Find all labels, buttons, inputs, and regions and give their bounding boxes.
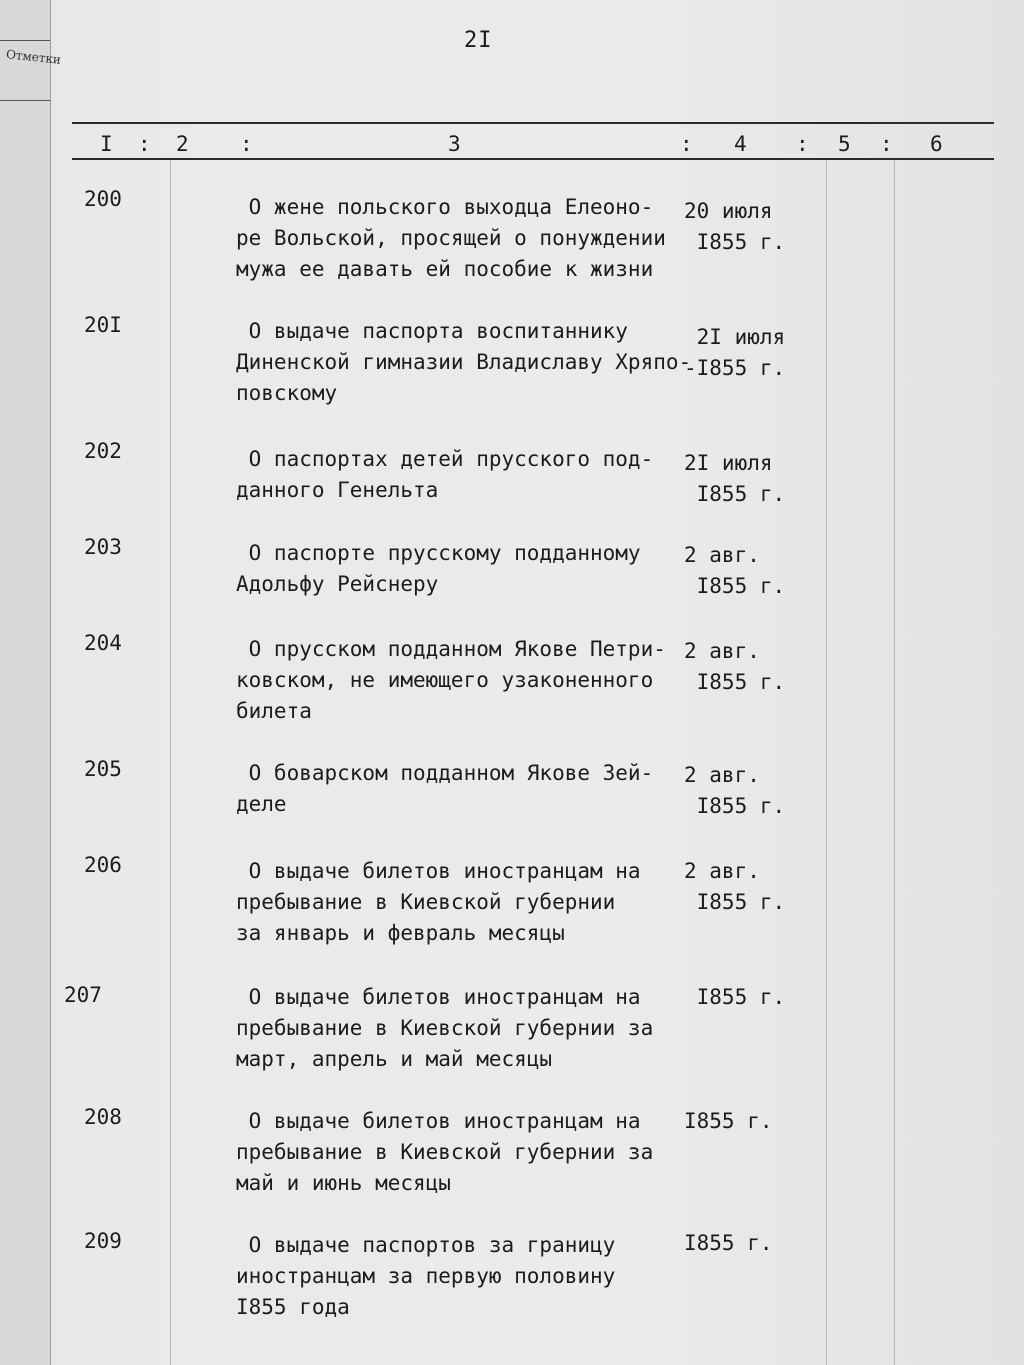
entry-title: О выдаче паспорта воспитаннику Диненской гимназии Владиславу Хряпо- повскому bbox=[236, 319, 692, 405]
entry-number: 204 bbox=[84, 631, 122, 655]
entry-number: 202 bbox=[84, 439, 122, 463]
column-separator: : bbox=[796, 132, 809, 156]
entry-number: 200 bbox=[84, 187, 122, 211]
column-separator: : bbox=[680, 132, 693, 156]
entry-title: О выдаче билетов иностранцам на пребывание в Киевской губернии за январь и февраль месяцы bbox=[236, 859, 641, 945]
entry-date: 2I июля I855 г. bbox=[684, 451, 786, 506]
header-rule-bottom bbox=[72, 158, 994, 160]
column-divider bbox=[170, 160, 171, 1365]
column-number-6: 6 bbox=[930, 132, 943, 156]
column-number-5: 5 bbox=[838, 132, 851, 156]
entry-title: О выдаче билетов иностранцам на пребывание в Киевской губернии за май и июнь месяцы bbox=[236, 1109, 654, 1195]
entry-number: 206 bbox=[84, 853, 122, 877]
entry-title: О жене польского выходца Елеоно- ре Вольской, просящей о понуждении мужа ее давать ей пособие к жизни bbox=[236, 195, 666, 281]
entry-title: О выдаче билетов иностранцам на пребывание в Киевской губернии за март, апрель и май месяцы bbox=[236, 985, 654, 1071]
column-divider bbox=[894, 160, 895, 1365]
entry-title: О выдаче паспортов за границу иностранцам за первую половину I855 года bbox=[236, 1233, 616, 1319]
entry-title: О боварском подданном Якове Зей- деле bbox=[236, 761, 654, 816]
column-separator: : bbox=[240, 132, 253, 156]
entry-number: 203 bbox=[84, 535, 122, 559]
column-number-4: 4 bbox=[734, 132, 747, 156]
entry-number: 209 bbox=[84, 1229, 122, 1253]
entry-date: I855 г. bbox=[684, 1109, 773, 1133]
column-separator: : bbox=[138, 132, 151, 156]
stub-line-top bbox=[0, 40, 50, 41]
column-number-3: 3 bbox=[448, 132, 461, 156]
stub-label: Отметки bbox=[5, 47, 62, 67]
entry-number: 208 bbox=[84, 1105, 122, 1129]
entry-date: 2 авг. I855 г. bbox=[684, 543, 786, 598]
column-divider bbox=[826, 160, 827, 1365]
entry-date: 2 авг. I855 г. bbox=[684, 859, 786, 914]
column-number-1: I bbox=[100, 132, 113, 156]
stub-line-bottom bbox=[0, 100, 50, 101]
entry-date: 20 июля I855 г. bbox=[684, 199, 786, 254]
entry-number: 205 bbox=[84, 757, 122, 781]
entry-title: О прусском подданном Якове Петри- ковском, не имеющего узаконенного билета bbox=[236, 637, 666, 723]
entry-date: 2 авг. I855 г. bbox=[684, 639, 786, 694]
header-rule-top bbox=[72, 122, 994, 124]
page-number: 2I bbox=[464, 28, 493, 53]
previous-sheet-edge bbox=[0, 0, 62, 1365]
entry-date: I855 г. bbox=[684, 1231, 773, 1255]
column-number-2: 2 bbox=[176, 132, 189, 156]
entry-date: I855 г. bbox=[684, 985, 786, 1009]
column-separator: : bbox=[880, 132, 893, 156]
entry-title: О паспортах детей прусского под- данного Генельта bbox=[236, 447, 654, 502]
entry-date: 2 авг. I855 г. bbox=[684, 763, 786, 818]
entry-title: О паспорте прусскому подданному Адольфу Рейснеру bbox=[236, 541, 641, 596]
entry-date: 2I июля -I855 г. bbox=[684, 325, 786, 380]
entry-number: 20I bbox=[84, 313, 122, 337]
entry-number: 207 bbox=[64, 983, 102, 1007]
